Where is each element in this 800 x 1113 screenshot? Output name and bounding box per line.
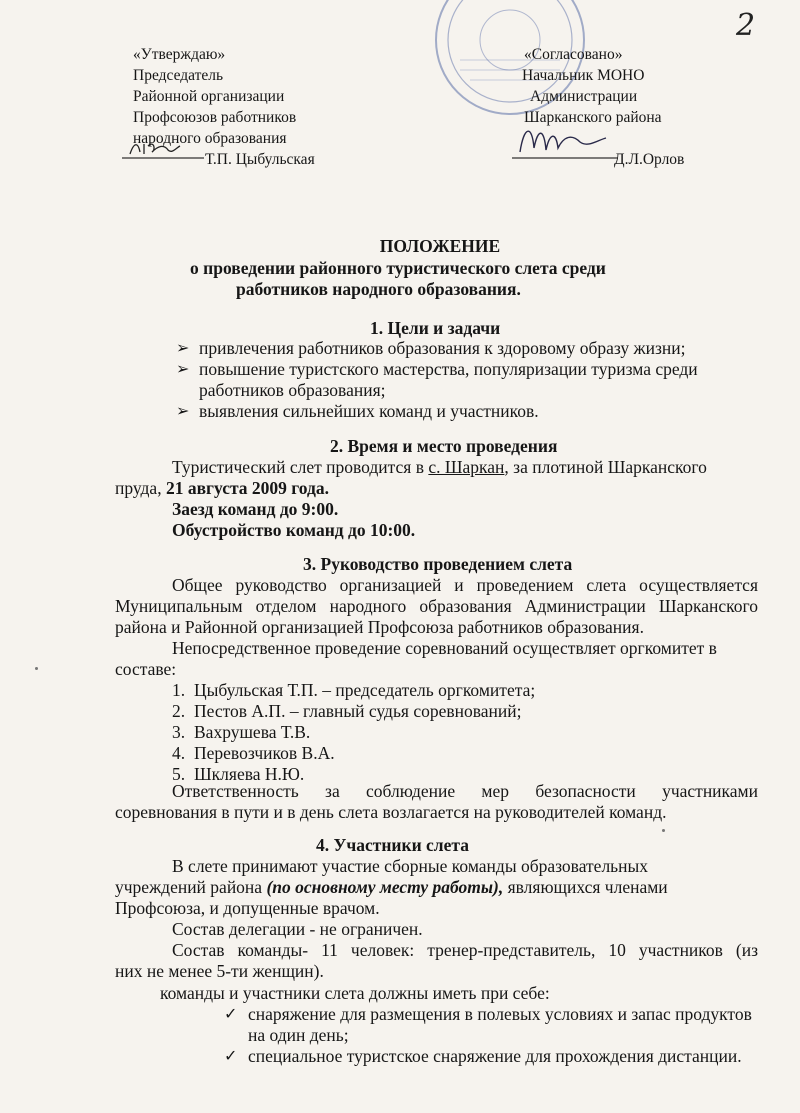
member-number: 3. [172,722,186,742]
approve-line: Председатель [133,67,224,84]
paragraph-line: Муниципальным отделом народного образования Администрации Шарканского [115,596,758,616]
agreement-block [522,44,684,170]
arrow-bullet-icon: ➢ [176,403,190,420]
paragraph-line [115,478,329,499]
approval-block [133,44,315,170]
checkmark-icon: ✓ [224,1048,238,1065]
page-number: 2 [736,8,756,43]
text-run: , за плотиной Шарканского [504,457,707,477]
paragraph-line [172,457,707,478]
paragraph-line: Профсоюза, и допущенные врачом. [115,898,380,918]
place-name: с. Шаркан [428,457,505,477]
approver-name: Т.П. Цыбульская [205,151,315,168]
paper-speck [662,829,665,832]
checkmark-icon: ✓ [224,1006,238,1023]
section-heading: 4. Участники слета [316,835,469,855]
committee-member [172,743,335,764]
doc-subtitle: о проведении районного туристического слета среди [190,258,606,278]
agree-line: Начальник МОНО [522,67,645,84]
agree-line: «Согласовано» [524,46,623,63]
paragraph-line: Ответственность за соблюдение мер безопасности участниками [172,781,758,801]
committee-member [172,701,522,722]
paragraph-line: Непосредственное проведение соревнований осуществляет оргкомитет в [172,638,717,658]
member-number: 2. [172,701,186,721]
paragraph-line [115,877,668,898]
member-text: Цыбульская Т.П. – председатель оргкомитета; [194,680,536,700]
goal-item: повышение туристского мастерства, популяризации туризма среди [199,359,698,379]
member-text: Пестов А.П. – главный судья соревнований; [194,701,522,721]
section-heading: 2. Время и место проведения [330,436,558,456]
paragraph-line: Состав делегации - не ограничен. [172,919,423,939]
text-run: являющихся членами [503,877,668,897]
paper-speck [35,667,38,670]
approve-line: народного образования [133,130,287,147]
goal-item: привлечения работников образования к здоровому образу жизни; [199,338,686,358]
member-number: 5. [172,764,186,784]
member-number: 1. [172,680,186,700]
paragraph-line: них не менее 5-ти женщин). [115,961,324,981]
goal-item: выявления сильнейших команд и участников. [199,401,539,421]
emphasis-text: (по основному месту работы), [266,877,504,897]
paragraph-line: соревнования в пути и в день слета возлагается на руководителей команд. [115,802,667,822]
approve-line: Районной организации [133,88,285,105]
text-run: Туристический слет проводится в [172,457,429,477]
paragraph-line: В слете принимают участие сборные команды образовательных [172,856,649,876]
text-run: учреждений района [115,877,267,897]
member-text: Шкляева Н.Ю. [194,764,305,784]
member-text: Перевозчиков В.А. [194,743,335,763]
paragraph-line: района и Районной организацией Профсоюза работников образования. [115,617,644,637]
text-run: пруда, [115,478,166,498]
goal-item: работников образования; [199,380,386,400]
committee-member [172,680,535,701]
paragraph-line: команды и участники слета должны иметь при себе: [160,983,550,1003]
arrival-time: Заезд команд до 9:00. [172,499,339,519]
equipment-item: на один день; [248,1025,349,1045]
doc-subtitle: работников народного образования. [236,279,521,299]
committee-member [172,722,310,743]
section-heading: 1. Цели и задачи [370,318,501,338]
equipment-item: специальное туристское снаряжение для прохождения дистанции. [248,1046,742,1066]
event-date: 21 августа 2009 года. [165,478,330,498]
agreer-name: Д.Л.Орлов [614,151,685,168]
member-text: Вахрушева Т.В. [194,722,311,742]
paragraph-line: составе: [115,659,177,679]
agree-line: Администрации [530,88,638,105]
equipment-item: снаряжение для размещения в полевых условиях и запас продуктов [248,1004,752,1024]
arrow-bullet-icon: ➢ [176,340,190,357]
member-number: 4. [172,743,186,763]
doc-title: ПОЛОЖЕНИЕ [379,236,501,256]
paragraph-line: Состав команды- 11 человек: тренер-представитель, 10 участников (из [172,940,758,960]
paragraph-line: Общее руководство организацией и проведением слета осуществляется [172,575,758,595]
arrow-bullet-icon: ➢ [176,361,190,378]
approve-line: Профсоюзов работников [133,109,297,126]
setup-time: Обустройство команд до 10:00. [172,520,416,540]
approve-line: «Утверждаю» [133,46,226,63]
agree-line: Шарканского района [524,109,662,126]
section-heading: 3. Руководство проведением слета [303,554,573,574]
